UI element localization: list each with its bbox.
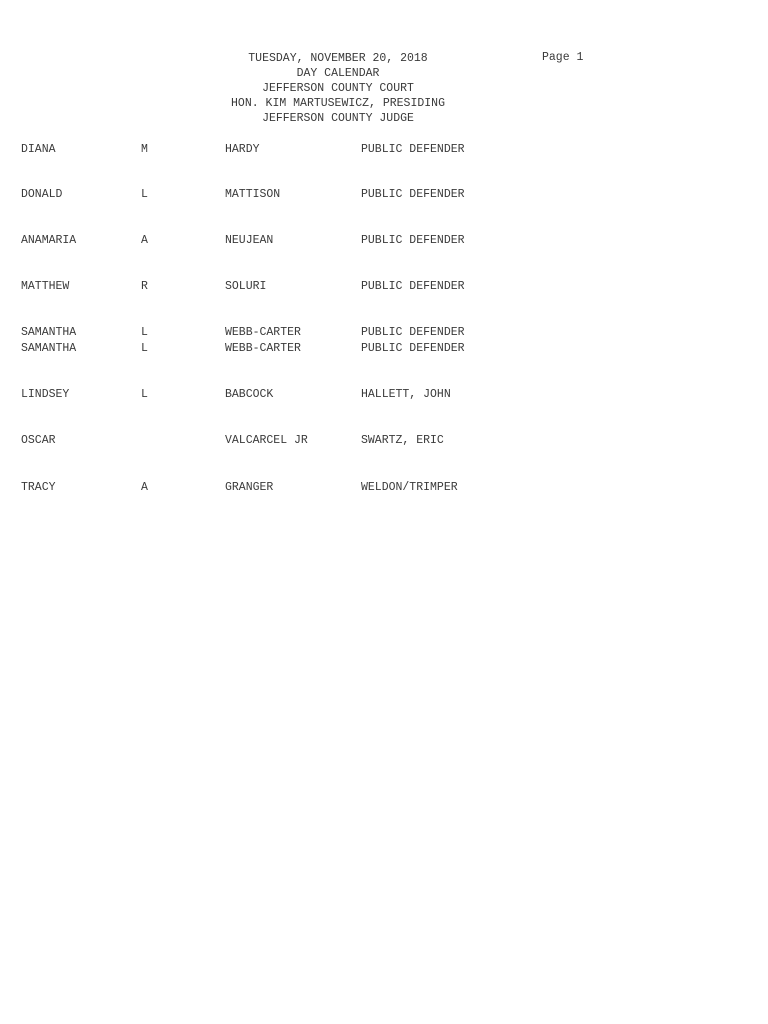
header-calendar-type: DAY CALENDAR bbox=[296, 67, 380, 80]
calendar-row bbox=[0, 187, 768, 202]
last-name: NEUJEAN bbox=[225, 234, 274, 247]
middle-initial: L bbox=[141, 188, 148, 201]
attorney: HALLETT, JOHN bbox=[361, 388, 451, 401]
last-name: SOLURI bbox=[225, 280, 267, 293]
first-name: TRACY bbox=[21, 481, 56, 494]
first-name: DIANA bbox=[21, 143, 56, 156]
attorney: PUBLIC DEFENDER bbox=[361, 326, 465, 339]
middle-initial: A bbox=[141, 234, 148, 247]
first-name: DONALD bbox=[21, 188, 63, 201]
last-name: GRANGER bbox=[225, 481, 274, 494]
calendar-row bbox=[0, 341, 768, 356]
attorney: PUBLIC DEFENDER bbox=[361, 188, 465, 201]
last-name: WEBB-CARTER bbox=[225, 326, 301, 339]
middle-initial: L bbox=[141, 388, 148, 401]
attorney: PUBLIC DEFENDER bbox=[361, 280, 465, 293]
middle-initial: L bbox=[141, 342, 148, 355]
first-name: LINDSEY bbox=[21, 388, 70, 401]
calendar-row bbox=[0, 233, 768, 248]
attorney: WELDON/TRIMPER bbox=[361, 481, 458, 494]
page-number: Page 1 bbox=[542, 51, 584, 64]
middle-initial: A bbox=[141, 481, 148, 494]
first-name: MATTHEW bbox=[21, 280, 70, 293]
calendar-row bbox=[0, 480, 768, 495]
header-court: JEFFERSON COUNTY COURT bbox=[262, 82, 414, 95]
middle-initial: M bbox=[141, 143, 148, 156]
first-name: ANAMARIA bbox=[21, 234, 77, 247]
last-name: HARDY bbox=[225, 143, 260, 156]
middle-initial: L bbox=[141, 326, 148, 339]
last-name: MATTISON bbox=[225, 188, 281, 201]
header-date: TUESDAY, NOVEMBER 20, 2018 bbox=[248, 52, 428, 65]
middle-initial: R bbox=[141, 280, 148, 293]
first-name: SAMANTHA bbox=[21, 342, 77, 355]
attorney: PUBLIC DEFENDER bbox=[361, 342, 465, 355]
last-name: VALCARCEL JR bbox=[225, 434, 308, 447]
calendar-row bbox=[0, 142, 768, 157]
calendar-row bbox=[0, 387, 768, 402]
header-judge-title: JEFFERSON COUNTY JUDGE bbox=[262, 112, 414, 125]
first-name: SAMANTHA bbox=[21, 326, 77, 339]
calendar-row bbox=[0, 279, 768, 294]
first-name: OSCAR bbox=[21, 434, 56, 447]
attorney: PUBLIC DEFENDER bbox=[361, 234, 465, 247]
calendar-row bbox=[0, 433, 768, 448]
attorney: SWARTZ, ERIC bbox=[361, 434, 444, 447]
last-name: BABCOCK bbox=[225, 388, 274, 401]
header-presiding-judge: HON. KIM MARTUSEWICZ, PRESIDING bbox=[231, 97, 445, 110]
last-name: WEBB-CARTER bbox=[225, 342, 301, 355]
calendar-row bbox=[0, 325, 768, 340]
attorney: PUBLIC DEFENDER bbox=[361, 143, 465, 156]
